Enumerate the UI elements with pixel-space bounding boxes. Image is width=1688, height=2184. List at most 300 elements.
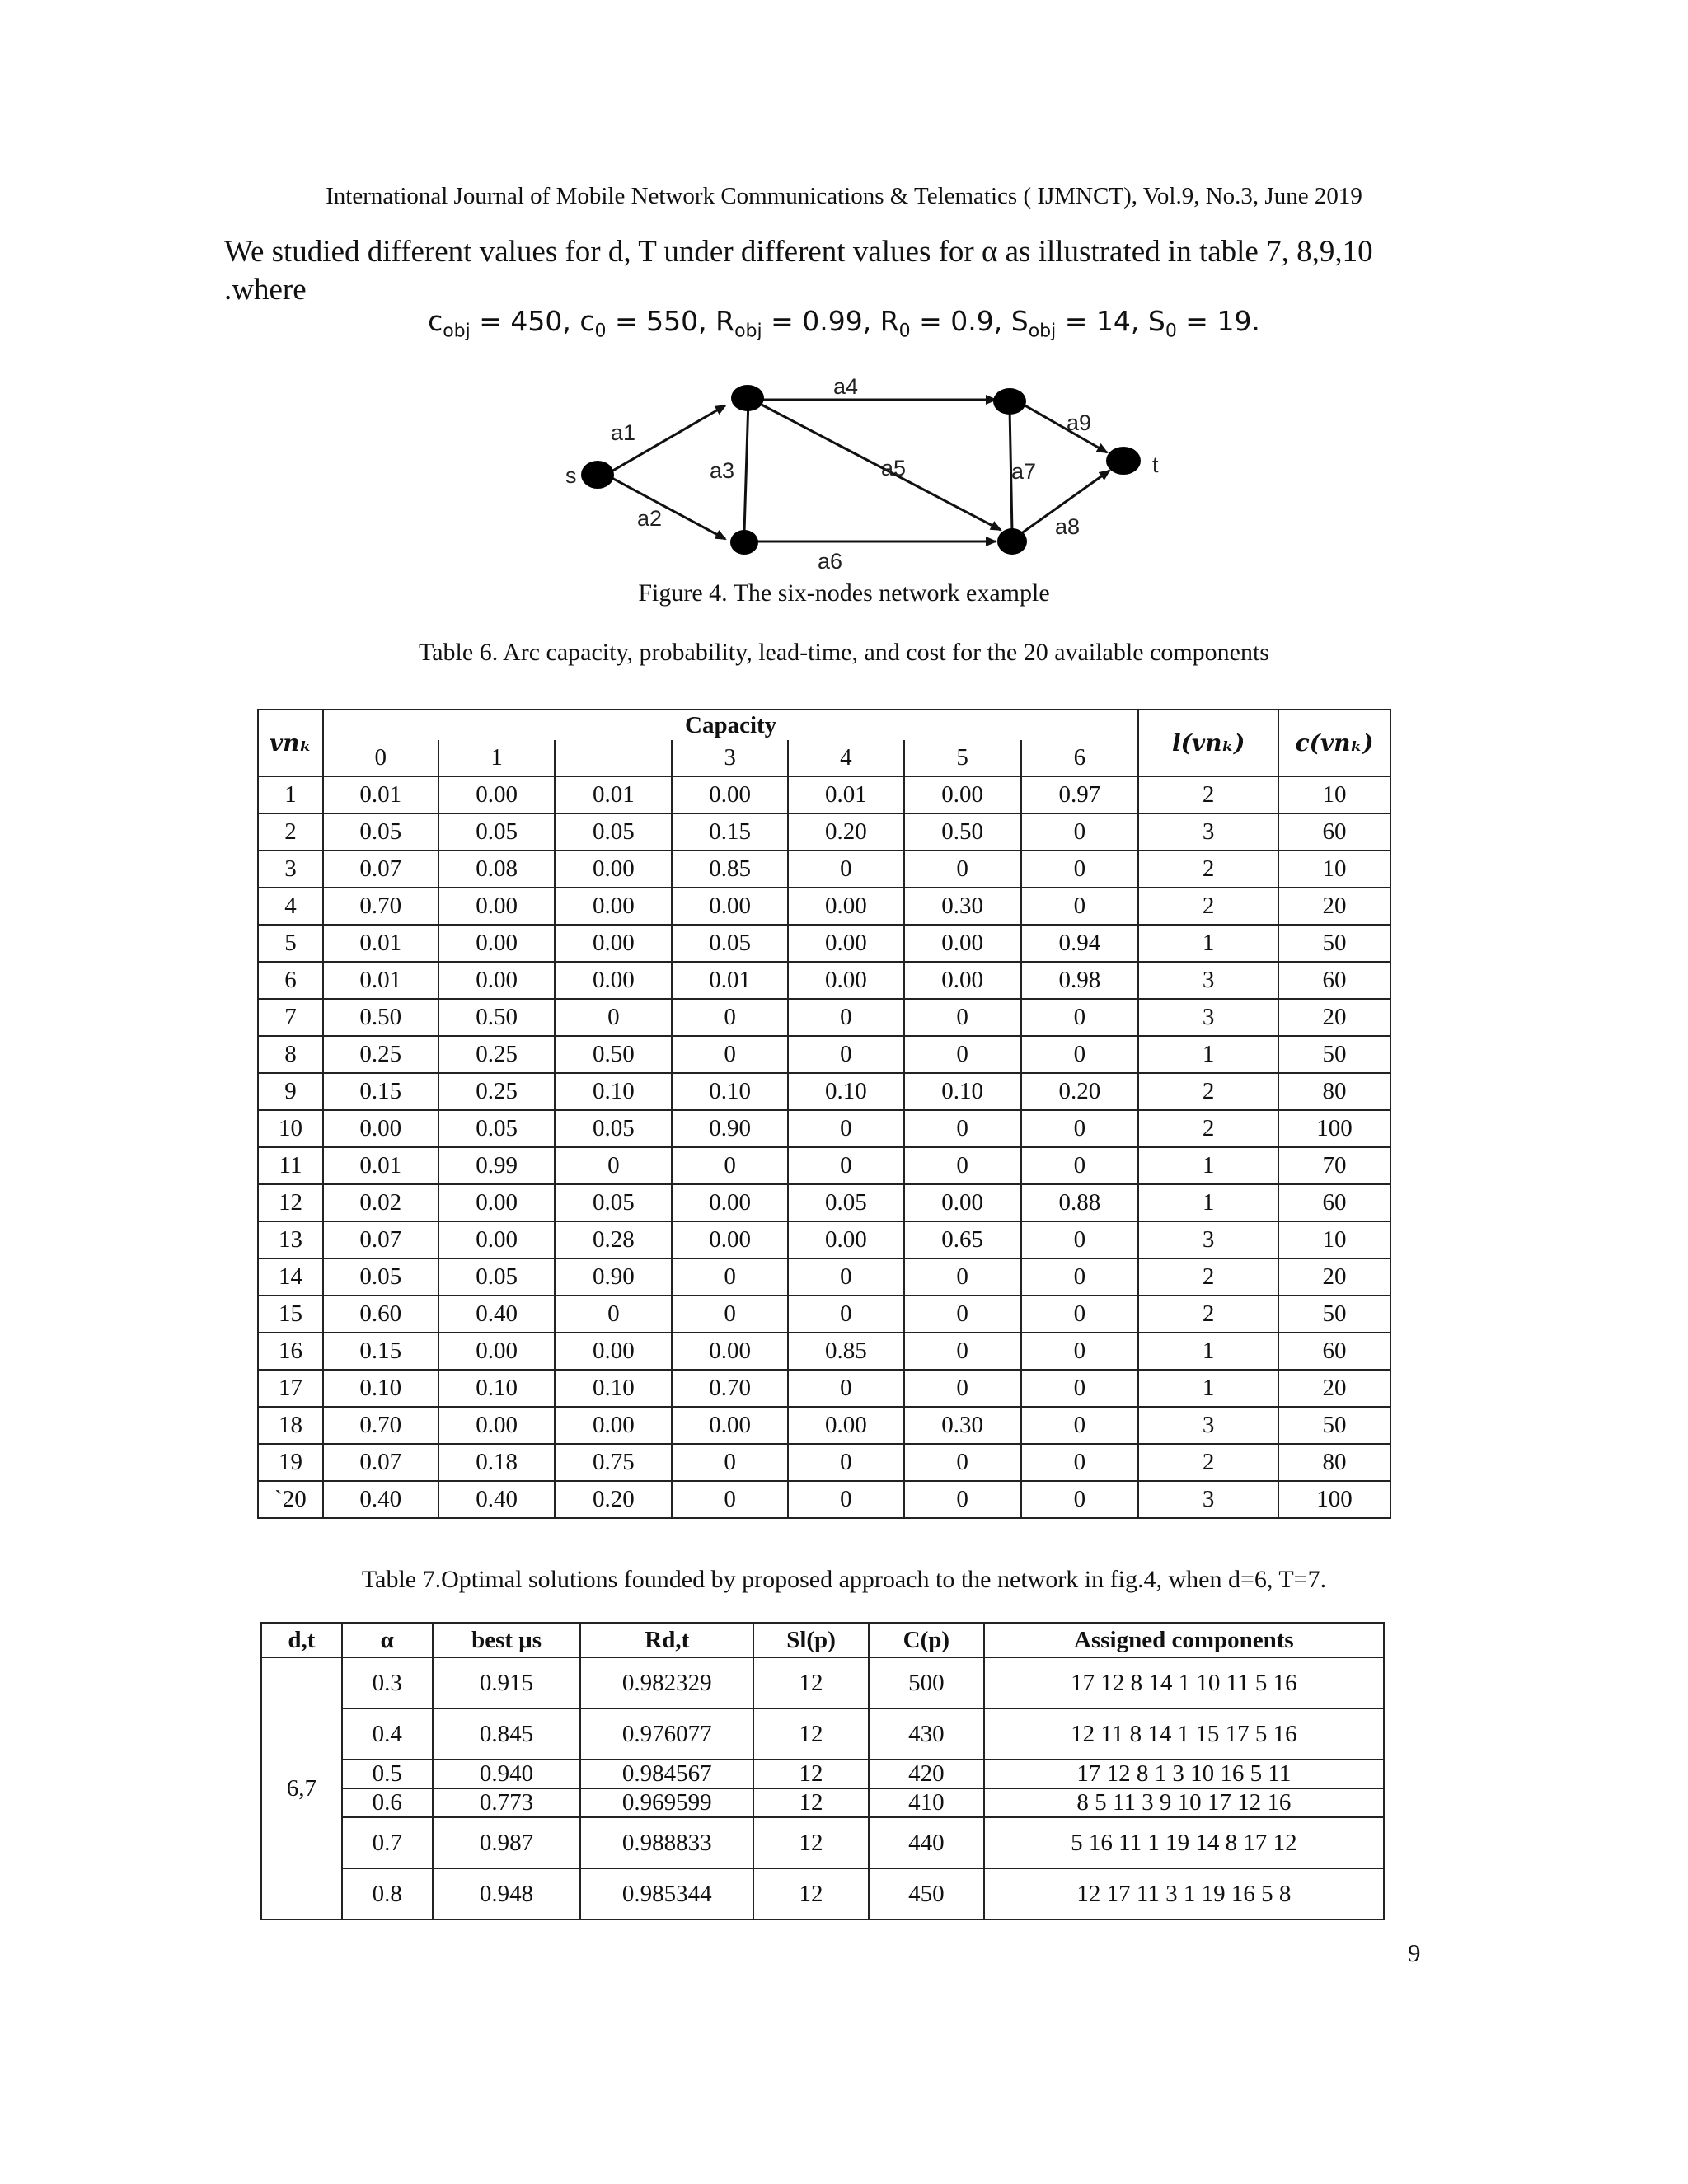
table-cell: 0.15 [323, 1333, 438, 1370]
table-cell: 50 [1278, 1036, 1390, 1073]
table-cell: 0.988833 [580, 1817, 753, 1868]
rdt-header-label: Rd,t [645, 1626, 690, 1653]
table-cell: 0 [1021, 813, 1139, 851]
table-row [261, 1708, 1384, 1760]
arc-a2 [606, 475, 725, 539]
table-row [258, 1296, 1390, 1333]
table-cell: 0 [788, 1370, 904, 1407]
table-cell: 0.01 [323, 925, 438, 962]
dt-header: d,t [261, 1623, 342, 1657]
table6-caption: Table 6. Arc capacity, probability, lead-time, and cost for the 20 available components [419, 639, 1269, 666]
c0-symbol: c [579, 305, 595, 337]
table-cell: 0.987 [433, 1817, 581, 1868]
table-cell: 5 [258, 925, 323, 962]
r-obj-symbol: R [715, 305, 735, 337]
cost-header: c(vnₖ) [1278, 710, 1390, 776]
table-cell: 0.00 [788, 888, 904, 925]
table-cell: 0.05 [323, 813, 438, 851]
table-cell: 20 [1278, 1258, 1390, 1296]
table-cell: 0 [1021, 1444, 1139, 1481]
r0-value: = 0.9, [910, 305, 1011, 337]
table-cell: 10 [1278, 1221, 1390, 1258]
table-cell: 0 [1021, 1407, 1139, 1444]
label-t: t [1152, 452, 1159, 477]
c0-value: = 550, [606, 305, 716, 337]
table-cell: 0.05 [555, 813, 672, 851]
table-cell: 2 [1138, 1444, 1278, 1481]
table-cell: 3 [1138, 1221, 1278, 1258]
label-a5: a5 [881, 456, 907, 480]
table-cell: 10 [1278, 851, 1390, 888]
s-obj-value: = 14, [1056, 305, 1148, 337]
r-obj-subscript: obj [734, 321, 762, 342]
table-row [258, 1333, 1390, 1370]
table-cell: 0.00 [788, 1221, 904, 1258]
table-cell: 2 [1138, 1258, 1278, 1296]
assigned-components-header: Assigned components [984, 1623, 1384, 1657]
label-a9: a9 [1067, 410, 1092, 435]
table-cell: 0.20 [1021, 1073, 1139, 1110]
table-cell: 0.00 [672, 888, 788, 925]
table-row [261, 1868, 1384, 1919]
table-cell: 0.00 [788, 925, 904, 962]
table-cell: 20 [1278, 888, 1390, 925]
table-cell: 0.50 [555, 1036, 672, 1073]
table-cell: 0.25 [323, 1036, 438, 1073]
table-cell: 0 [904, 1481, 1021, 1518]
table-cell: 0 [555, 1296, 672, 1333]
table-cell: 0.65 [904, 1221, 1021, 1258]
table-cell: 3 [1138, 1481, 1278, 1518]
table-cell: 2 [1138, 1073, 1278, 1110]
table-cell: 0 [904, 999, 1021, 1036]
table-cell: 0.40 [438, 1296, 556, 1333]
table-cell: 12 [753, 1788, 869, 1817]
table-cell: 12 [753, 1657, 869, 1708]
table-cell: 0.10 [672, 1073, 788, 1110]
table-cell: 0.90 [555, 1258, 672, 1296]
table-cell: 17 12 8 14 1 10 11 5 16 [984, 1657, 1384, 1708]
table-cell: 0.85 [672, 851, 788, 888]
table-cell: 0.07 [323, 1444, 438, 1481]
intro-line-2: .where [224, 273, 307, 307]
table-cell: 2 [258, 813, 323, 851]
table-cell: 0 [672, 1036, 788, 1073]
table-cell: 16 [258, 1333, 323, 1370]
table-cell: 0.07 [323, 1221, 438, 1258]
table-cell: 0.75 [555, 1444, 672, 1481]
table-cell: 0.00 [788, 1407, 904, 1444]
table-cell: 10 [258, 1110, 323, 1147]
table-cell: 12 17 11 3 1 19 16 5 8 [984, 1868, 1384, 1919]
table-cell: 18 [258, 1407, 323, 1444]
table-cell: 60 [1278, 1333, 1390, 1370]
table-cell: 0.70 [672, 1370, 788, 1407]
cp-header: C(p) [869, 1623, 984, 1657]
table7-header-row [261, 1623, 1384, 1657]
arc-a3 [744, 400, 748, 532]
capacity-value-cell: 6 [1021, 740, 1139, 776]
table-row [258, 1147, 1390, 1184]
dt-value-cell: 6,7 [261, 1657, 342, 1919]
label-a1: a1 [611, 420, 636, 445]
table-cell: 0.00 [438, 1407, 556, 1444]
table-cell: 3 [1138, 813, 1278, 851]
table-cell: 0 [904, 1444, 1021, 1481]
intro-line-1: We studied different values for d, T under different values for α as illustrated in table 7, 8,9,10 [224, 235, 1373, 269]
table-cell: 0 [904, 851, 1021, 888]
table-cell: 0.18 [438, 1444, 556, 1481]
table-cell: 0.05 [555, 1110, 672, 1147]
capacity-value-cell: 3 [672, 740, 788, 776]
table-cell: 0 [788, 851, 904, 888]
table-cell: 70 [1278, 1147, 1390, 1184]
table-cell: 0 [788, 1110, 904, 1147]
table-cell: 0.99 [438, 1147, 556, 1184]
table-cell: 0.10 [323, 1370, 438, 1407]
table-cell: 60 [1278, 813, 1390, 851]
table-cell: 0.982329 [580, 1657, 753, 1708]
node-bottom-right [997, 528, 1027, 555]
table-cell: 1 [1138, 925, 1278, 962]
s0-subscript: 0 [1165, 321, 1177, 342]
table-row [258, 1444, 1390, 1481]
table-cell: 3 [1138, 999, 1278, 1036]
table7-body [261, 1657, 1384, 1919]
table-cell: 1 [1138, 1147, 1278, 1184]
table-cell: 0 [1021, 1296, 1139, 1333]
table-cell: 0 [1021, 1036, 1139, 1073]
table-cell: 0.20 [788, 813, 904, 851]
table-cell: 0.90 [672, 1110, 788, 1147]
table-cell: 0.85 [788, 1333, 904, 1370]
label-a3: a3 [710, 458, 735, 483]
table-cell: 0.00 [438, 925, 556, 962]
table-cell: 0.00 [904, 962, 1021, 999]
table-cell: 50 [1278, 925, 1390, 962]
table7 [260, 1622, 1385, 1920]
table-cell: 0.10 [788, 1073, 904, 1110]
table-cell: 0.97 [1021, 776, 1139, 813]
table-cell: 0 [672, 1481, 788, 1518]
table-cell: 0.00 [904, 1184, 1021, 1221]
table-cell: 0.00 [438, 1333, 556, 1370]
label-a8: a8 [1055, 514, 1081, 539]
table-cell: 9 [258, 1073, 323, 1110]
table-cell: 0 [788, 1296, 904, 1333]
table-row [258, 1073, 1390, 1110]
table-cell: 0.40 [323, 1481, 438, 1518]
table-row [258, 1407, 1390, 1444]
table-cell: 0.00 [438, 888, 556, 925]
table-cell: 0 [672, 1258, 788, 1296]
table-cell: 0 [1021, 888, 1139, 925]
table-cell: 0 [788, 1147, 904, 1184]
table-cell: 0.05 [788, 1184, 904, 1221]
table-cell: 0 [904, 1258, 1021, 1296]
node-top-right [993, 388, 1026, 415]
table-cell: 0.20 [555, 1481, 672, 1518]
table-row [258, 776, 1390, 813]
table-cell: 0.70 [323, 1407, 438, 1444]
table-cell: 0.88 [1021, 1184, 1139, 1221]
table-cell: 0.5 [342, 1760, 433, 1788]
table-cell: 0.05 [438, 1258, 556, 1296]
table-cell: 0 [904, 1333, 1021, 1370]
table-cell: 5 16 11 1 19 14 8 17 12 [984, 1817, 1384, 1868]
table-cell: 0 [788, 999, 904, 1036]
table-cell: 0.00 [555, 1407, 672, 1444]
r-obj-value: = 0.99, [762, 305, 880, 337]
table-row [261, 1657, 1384, 1708]
table-cell: 17 [258, 1370, 323, 1407]
table-cell: 7 [258, 999, 323, 1036]
table-row [258, 851, 1390, 888]
table-row [258, 1370, 1390, 1407]
c-obj-subscript: obj [443, 321, 471, 342]
table-cell: 12 [753, 1817, 869, 1868]
table-cell: 3 [1138, 962, 1278, 999]
table-cell: 60 [1278, 1184, 1390, 1221]
arc-a9 [1022, 404, 1107, 452]
table-cell: 0.01 [323, 776, 438, 813]
table-cell: 0 [555, 1147, 672, 1184]
table-cell: 0.976077 [580, 1708, 753, 1760]
capacity-value-cell: 4 [788, 740, 904, 776]
table-cell: 0.10 [555, 1073, 672, 1110]
table6 [257, 709, 1391, 1519]
network-diagram [536, 371, 1195, 585]
table-cell: 0.00 [904, 776, 1021, 813]
r0-symbol: R [879, 305, 899, 337]
table-cell: 0.05 [438, 813, 556, 851]
table-cell: 430 [869, 1708, 984, 1760]
table-cell: 0.01 [555, 776, 672, 813]
table-cell: 500 [869, 1657, 984, 1708]
table-cell: 0 [1021, 1481, 1139, 1518]
table-cell: 0.10 [555, 1370, 672, 1407]
table-cell: 2 [1138, 776, 1278, 813]
table-cell: 0.60 [323, 1296, 438, 1333]
sl-header: Sl(p) [753, 1623, 869, 1657]
table-row [258, 925, 1390, 962]
table-row [261, 1760, 1384, 1788]
s-obj-symbol: S [1010, 305, 1029, 337]
table-cell: 0.30 [904, 1407, 1021, 1444]
table-row [258, 1036, 1390, 1073]
table-cell: 0.00 [555, 1333, 672, 1370]
table-cell: 20 [1278, 999, 1390, 1036]
table-cell: 0.00 [672, 1333, 788, 1370]
label-s: s [565, 463, 577, 488]
table-cell: 450 [869, 1868, 984, 1919]
table-cell: 0.00 [438, 962, 556, 999]
table-cell: 0.3 [342, 1657, 433, 1708]
table-row [258, 1184, 1390, 1221]
table-cell: 0.01 [672, 962, 788, 999]
table-cell: 0 [788, 1444, 904, 1481]
table-row [258, 1110, 1390, 1147]
label-a4: a4 [833, 374, 859, 399]
table-row [258, 1258, 1390, 1296]
best-mu-header: best μs [433, 1623, 581, 1657]
table-cell: 0 [1021, 1147, 1139, 1184]
intro-paragraph [224, 233, 1477, 309]
table-cell: 0 [788, 1481, 904, 1518]
alpha-header: α [342, 1623, 433, 1657]
table-cell: 0.07 [323, 851, 438, 888]
table-cell: 0 [1021, 1110, 1139, 1147]
table-cell: 0.15 [672, 813, 788, 851]
table-cell: 13 [258, 1221, 323, 1258]
table-cell: 12 [753, 1760, 869, 1788]
table-cell: 2 [1138, 1296, 1278, 1333]
table-cell: 0.50 [438, 999, 556, 1036]
table-cell: 1 [1138, 1184, 1278, 1221]
table-cell: 0 [904, 1147, 1021, 1184]
table-cell: 0.01 [323, 1147, 438, 1184]
table-cell: 0.02 [323, 1184, 438, 1221]
table-cell: 1 [258, 776, 323, 813]
table-cell: 440 [869, 1817, 984, 1868]
table6-header-row-1 [258, 710, 1390, 740]
s0-symbol: S [1147, 305, 1165, 337]
s-obj-subscript: obj [1028, 321, 1057, 342]
node-s [581, 461, 614, 489]
table-cell: 0.30 [904, 888, 1021, 925]
table-cell: 3 [1138, 1407, 1278, 1444]
table-cell: 0.6 [342, 1788, 433, 1817]
table-cell: 50 [1278, 1296, 1390, 1333]
table6-body [258, 776, 1390, 1518]
table-row [258, 999, 1390, 1036]
table-cell: 0.05 [323, 1258, 438, 1296]
figure-caption: Figure 4. The six-nodes network example [638, 579, 1050, 607]
table-cell: 0.00 [555, 851, 672, 888]
table-cell: 0.10 [904, 1073, 1021, 1110]
table-cell: 0 [1021, 999, 1139, 1036]
table-cell: 0.00 [323, 1110, 438, 1147]
table-cell: 100 [1278, 1110, 1390, 1147]
table-cell: 0 [1021, 851, 1139, 888]
table-cell: 0.00 [438, 1221, 556, 1258]
table-cell: 0 [904, 1370, 1021, 1407]
table-cell: 1 [1138, 1370, 1278, 1407]
capacity-value-cell [555, 740, 672, 776]
table-row [258, 1481, 1390, 1518]
table-cell: 6 [258, 962, 323, 999]
table-cell: 410 [869, 1788, 984, 1817]
table-cell: 17 12 8 1 3 10 16 5 11 [984, 1760, 1384, 1788]
table-cell: 0.50 [904, 813, 1021, 851]
table-cell: 0 [1021, 1333, 1139, 1370]
table-cell: 0.98 [1021, 962, 1139, 999]
c-obj-value: = 450, [470, 305, 580, 337]
table-cell: 60 [1278, 962, 1390, 999]
table-cell: 0.10 [438, 1370, 556, 1407]
table-cell: 8 5 11 3 9 10 17 12 16 [984, 1788, 1384, 1817]
label-a7: a7 [1011, 459, 1037, 484]
table-cell: 0.00 [438, 776, 556, 813]
table-cell: 80 [1278, 1073, 1390, 1110]
table-cell: 0.00 [672, 776, 788, 813]
table-row [258, 888, 1390, 925]
table-cell: 0.00 [672, 1221, 788, 1258]
node-bottom-left [730, 530, 758, 555]
table-row [261, 1817, 1384, 1868]
table-cell: 0 [1021, 1221, 1139, 1258]
table-cell: 0.948 [433, 1868, 581, 1919]
table-cell: 0.00 [438, 1184, 556, 1221]
c-obj-symbol: c [428, 305, 443, 337]
table-cell: `20 [258, 1481, 323, 1518]
r0-subscript: 0 [898, 321, 911, 342]
table-cell: 0 [904, 1036, 1021, 1073]
table-cell: 0 [1021, 1258, 1139, 1296]
table-cell: 20 [1278, 1370, 1390, 1407]
table-row [258, 813, 1390, 851]
table-cell: 0 [672, 1147, 788, 1184]
table-cell: 0.01 [788, 776, 904, 813]
table-cell: 14 [258, 1258, 323, 1296]
table-cell: 0.00 [555, 962, 672, 999]
rdt-header [580, 1623, 753, 1657]
s0-value: = 19. [1176, 305, 1260, 337]
table-cell: 0.984567 [580, 1760, 753, 1788]
table-cell: 12 [753, 1708, 869, 1760]
table-cell: 0 [672, 1444, 788, 1481]
table-cell: 0.50 [323, 999, 438, 1036]
table-cell: 10 [1278, 776, 1390, 813]
capacity-header: Capacity [323, 710, 1138, 740]
table-cell: 0.05 [438, 1110, 556, 1147]
table-cell: 11 [258, 1147, 323, 1184]
table-cell: 50 [1278, 1407, 1390, 1444]
table-row [258, 962, 1390, 999]
capacity-value-cell: 5 [904, 740, 1021, 776]
table-cell: 8 [258, 1036, 323, 1073]
table-cell: 0.4 [342, 1708, 433, 1760]
table-cell: 0.00 [555, 925, 672, 962]
table-cell: 0.08 [438, 851, 556, 888]
table-cell: 0 [672, 999, 788, 1036]
table-cell: 0.969599 [580, 1788, 753, 1817]
table-cell: 0.40 [438, 1481, 556, 1518]
table-cell: 4 [258, 888, 323, 925]
node-t [1106, 447, 1141, 475]
vnk-header: vnₖ [258, 710, 323, 776]
table-cell: 0 [904, 1110, 1021, 1147]
table-cell: 12 [753, 1868, 869, 1919]
node-top-left [731, 385, 764, 411]
table-cell: 0.00 [788, 962, 904, 999]
table-row [261, 1788, 1384, 1817]
table-cell: 420 [869, 1760, 984, 1788]
table-cell: 0.00 [555, 888, 672, 925]
capacity-value-cell: 1 [438, 740, 556, 776]
table-cell: 0.25 [438, 1073, 556, 1110]
table-cell: 0.7 [342, 1817, 433, 1868]
journal-header: International Journal of Mobile Network Communications & Telematics ( IJMNCT), Vol.9, No.3, June 2019 [326, 183, 1362, 209]
table-cell: 0 [788, 1258, 904, 1296]
table-cell: 3 [258, 851, 323, 888]
table-cell: 0.915 [433, 1657, 581, 1708]
table-cell: 100 [1278, 1481, 1390, 1518]
table-cell: 0.70 [323, 888, 438, 925]
label-a2: a2 [637, 506, 663, 531]
parameter-formula [0, 305, 1688, 342]
table-cell: 0 [788, 1036, 904, 1073]
